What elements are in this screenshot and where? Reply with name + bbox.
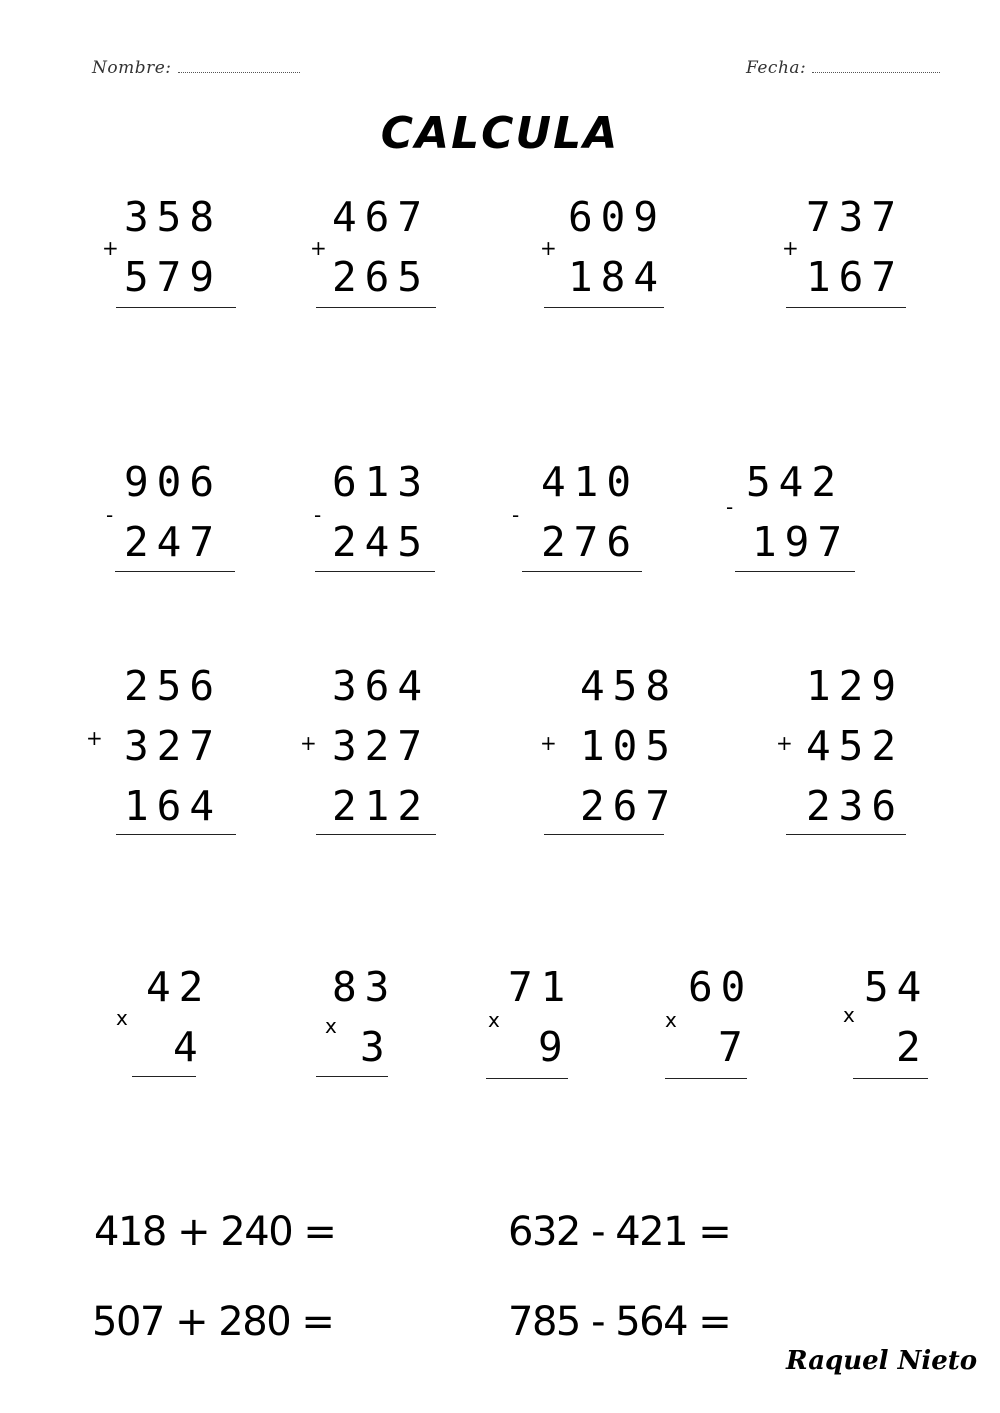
answer-line [116, 307, 236, 308]
equation: 632 - 421 = [508, 1209, 731, 1255]
plus-sign: + [776, 731, 793, 755]
top-number: 42 [146, 963, 212, 1011]
date-label: Fecha: [746, 58, 807, 78]
top-number: 71 [508, 963, 574, 1011]
bottom-number: 184 [568, 253, 667, 301]
plus-sign: + [782, 236, 799, 260]
equation: 785 - 564 = [508, 1299, 731, 1345]
second-number: 452 [806, 722, 905, 770]
bottom-number: 265 [332, 253, 431, 301]
answer-line [735, 571, 855, 572]
bottom-number: 7 [718, 1023, 751, 1071]
third-number: 267 [580, 782, 679, 830]
answer-line [316, 307, 436, 308]
top-number: 906 [124, 458, 223, 506]
plus-sign: + [300, 731, 317, 755]
name-blank[interactable] [178, 60, 300, 73]
minus-sign: - [512, 503, 520, 527]
answer-line [132, 1076, 196, 1077]
times-sign: x [843, 1003, 855, 1027]
first-number: 129 [806, 662, 905, 710]
plus-sign: + [540, 236, 557, 260]
top-number: 83 [332, 963, 398, 1011]
third-number: 164 [124, 782, 223, 830]
bottom-number: 2 [896, 1023, 929, 1071]
top-number: 613 [332, 458, 431, 506]
third-number: 212 [332, 782, 431, 830]
second-number: 105 [580, 722, 679, 770]
first-number: 256 [124, 662, 223, 710]
equation: 507 + 280 = [92, 1299, 334, 1345]
second-number: 327 [124, 722, 223, 770]
answer-line [522, 571, 642, 572]
bottom-number: 3 [360, 1023, 393, 1071]
name-label: Nombre: [92, 58, 172, 78]
bottom-number: 245 [332, 518, 431, 566]
bottom-number: 276 [541, 518, 640, 566]
times-sign: x [488, 1008, 500, 1032]
top-number: 60 [688, 963, 754, 1011]
bottom-number: 4 [173, 1023, 206, 1071]
name-field [92, 58, 300, 78]
top-number: 410 [541, 458, 640, 506]
equation: 418 + 240 = [94, 1209, 336, 1255]
page-title: CALCULA [380, 108, 620, 159]
answer-line [316, 834, 436, 835]
bottom-number: 9 [538, 1023, 571, 1071]
answer-line [786, 307, 906, 308]
first-number: 458 [580, 662, 679, 710]
date-field [746, 58, 940, 78]
top-number: 542 [746, 458, 845, 506]
author-signature: Raquel Nieto [786, 1346, 978, 1376]
plus-sign: + [310, 236, 327, 260]
answer-line [665, 1078, 747, 1079]
bottom-number: 579 [124, 253, 223, 301]
answer-line [544, 834, 664, 835]
top-number: 54 [864, 963, 930, 1011]
minus-sign: - [106, 503, 114, 527]
top-number: 609 [568, 193, 667, 241]
bottom-number: 197 [752, 518, 851, 566]
answer-line [486, 1078, 568, 1079]
top-number: 358 [124, 193, 223, 241]
answer-line [115, 571, 235, 572]
times-sign: x [665, 1008, 677, 1032]
plus-sign: + [540, 731, 557, 755]
answer-line [116, 834, 236, 835]
bottom-number: 247 [124, 518, 223, 566]
times-sign: x [116, 1006, 128, 1030]
answer-line [853, 1078, 928, 1079]
minus-sign: - [314, 503, 322, 527]
plus-sign: + [102, 236, 119, 260]
first-number: 364 [332, 662, 431, 710]
bottom-number: 167 [806, 253, 905, 301]
answer-line [544, 307, 664, 308]
minus-sign: - [726, 495, 734, 519]
third-number: 236 [806, 782, 905, 830]
top-number: 737 [806, 193, 905, 241]
times-sign: x [325, 1014, 337, 1038]
answer-line [315, 571, 435, 572]
second-number: 327 [332, 722, 431, 770]
top-number: 467 [332, 193, 431, 241]
plus-sign: + [86, 726, 103, 750]
answer-line [316, 1076, 388, 1077]
date-blank[interactable] [812, 60, 940, 73]
answer-line [786, 834, 906, 835]
